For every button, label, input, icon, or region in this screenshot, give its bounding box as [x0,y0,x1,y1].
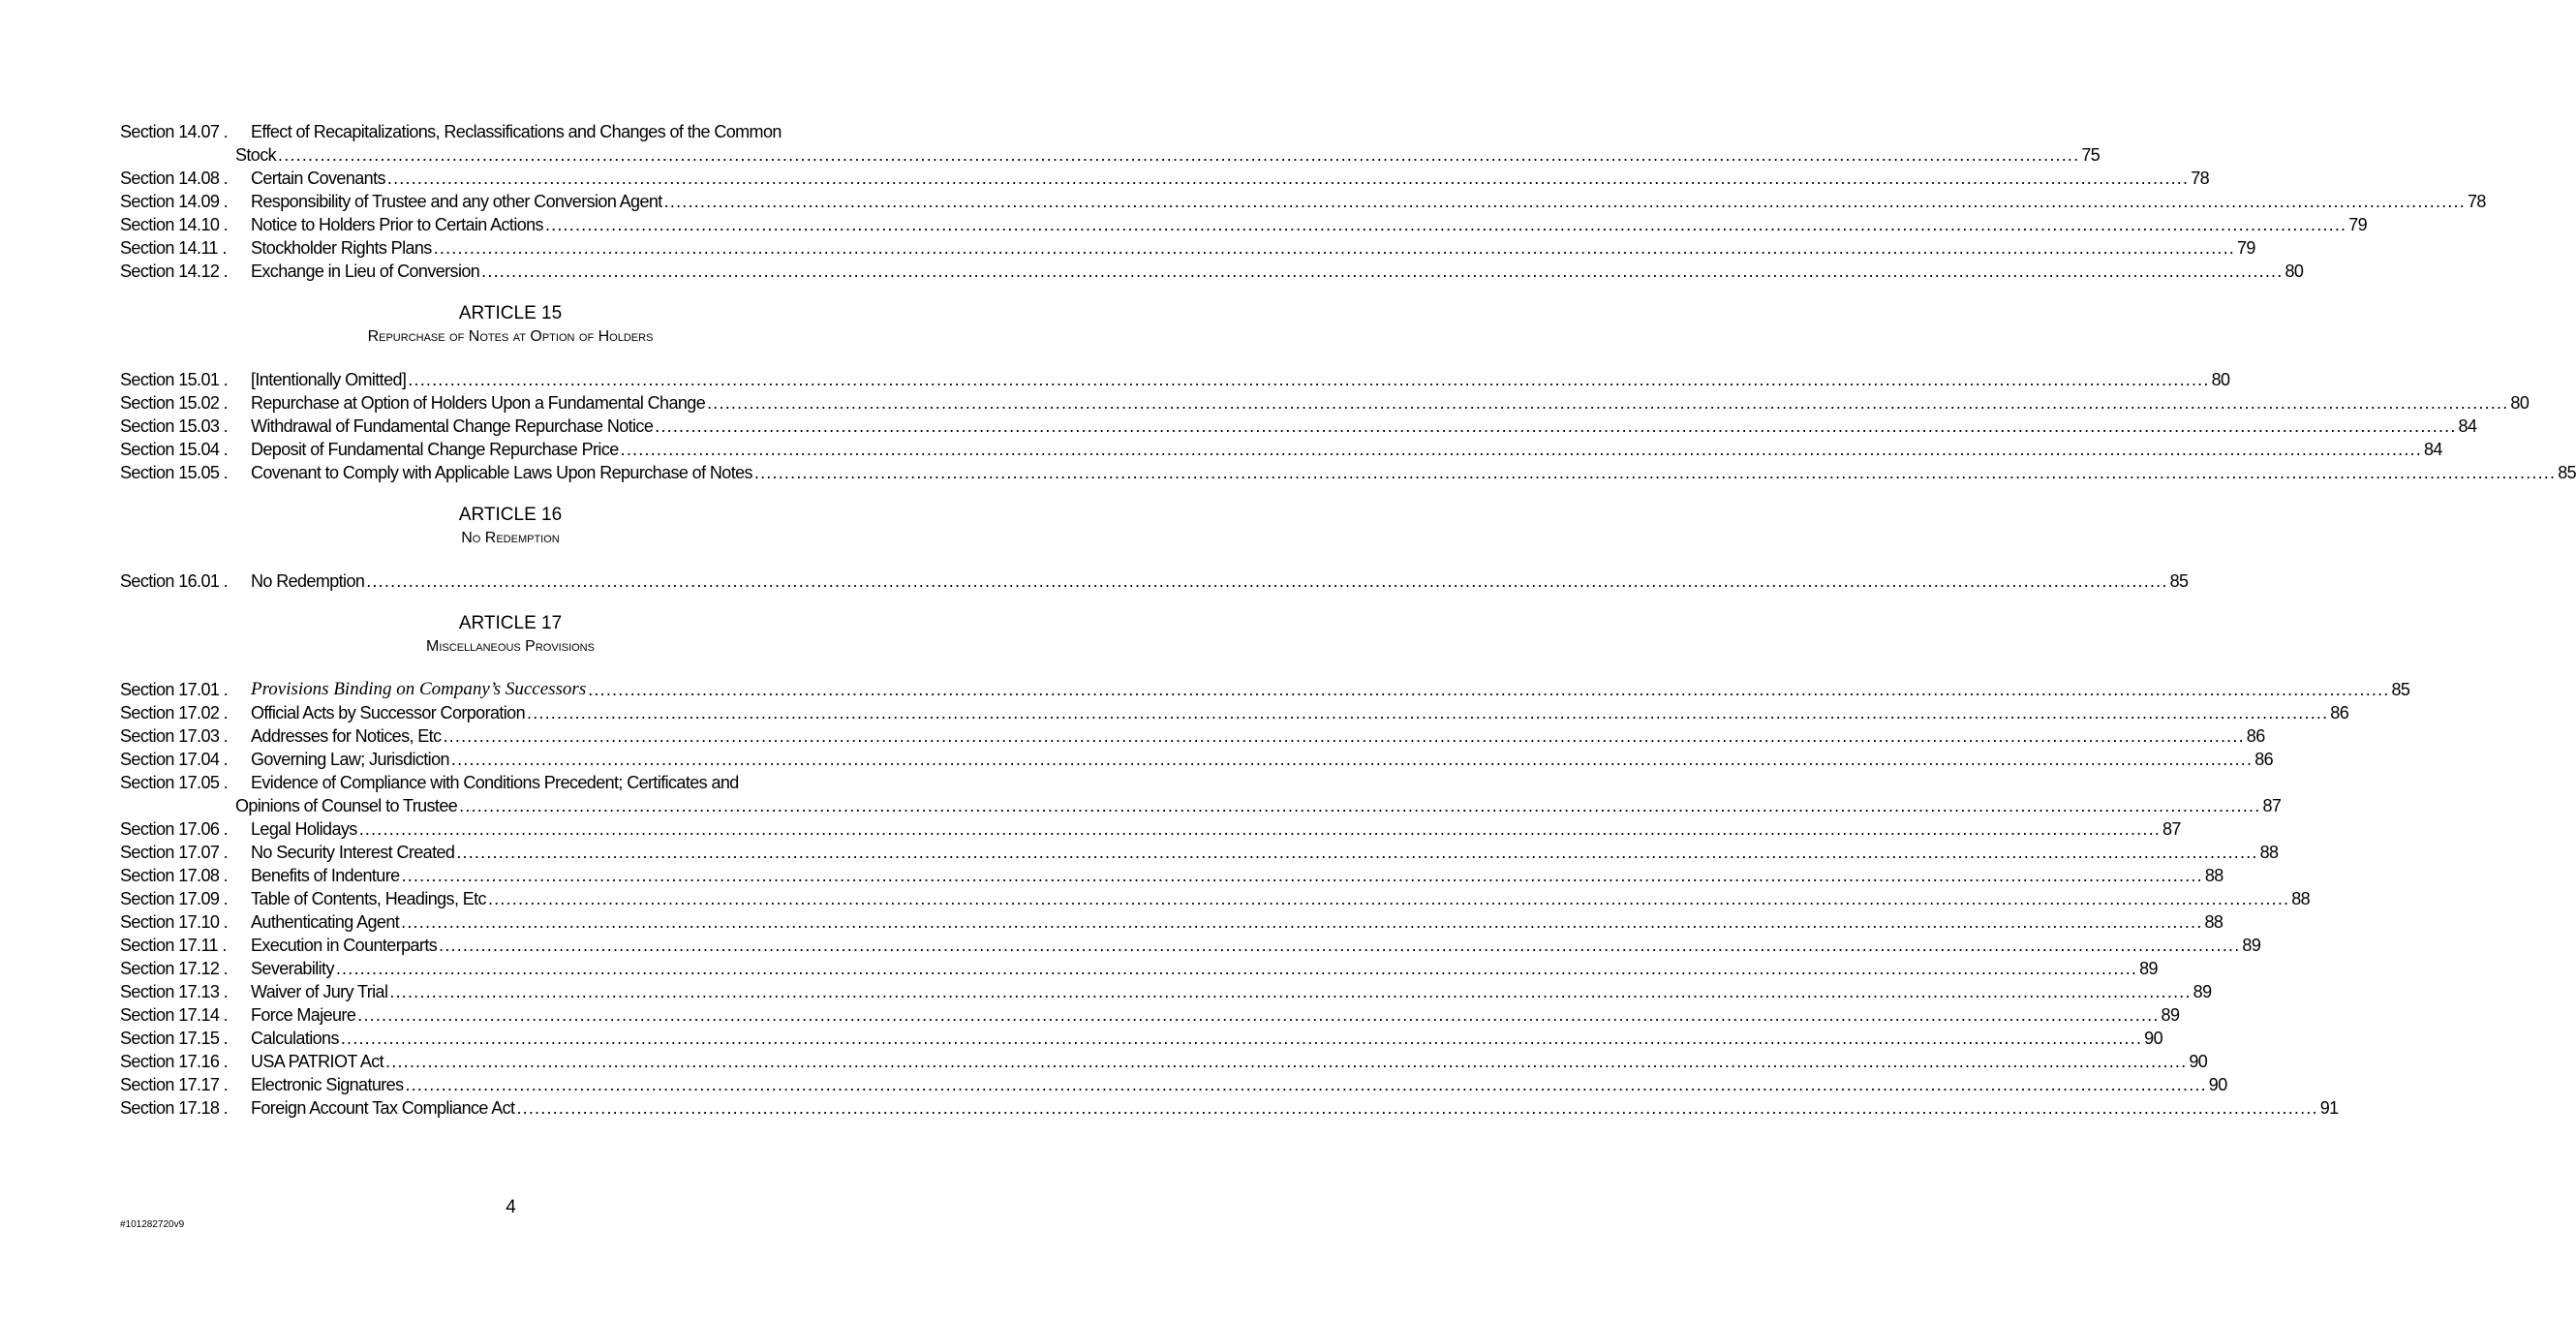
toc-entry[interactable] [120,957,2158,980]
toc-entry[interactable] [120,1096,2339,1120]
toc-entry[interactable] [120,569,2189,593]
dot-leader: ............................................................................................................................................................................................................................................................................................................ [278,145,2080,165]
section-title[interactable]: Repurchase at Option of Holders Upon a Fundamental Change [251,393,706,413]
toc-line [120,724,2265,748]
page-reference[interactable]: 80 [2285,261,2304,281]
dot-leader: ............................................................................................................................................................................................................................................................................................................ [456,843,2258,862]
toc-line [120,1050,2208,1073]
page-reference[interactable]: 78 [2467,192,2486,211]
dot-leader: ............................................................................................................................................................................................................................................................................................................ [544,215,2347,234]
dot-leader: ............................................................................................................................................................................................................................................................................................................ [655,416,2457,436]
toc-line [120,957,2158,980]
toc-line [120,1027,2162,1050]
section-title[interactable]: Severability [251,959,334,978]
toc-line [120,569,2189,593]
section-number: Section 17.13 . [120,982,229,1001]
toc-line [120,980,2212,1003]
article-heading [120,302,901,349]
section-number: Section 14.07 . [120,122,229,141]
toc-entry[interactable] [120,167,2210,190]
page-reference[interactable]: 85 [2169,571,2189,591]
section-title[interactable]: Stockholder Rights Plans [251,238,432,258]
toc-line [120,368,2230,391]
section-number: Section 17.11 . [120,936,227,955]
toc-line [120,236,2255,260]
dot-leader: ............................................................................................................................................................................................................................................................................................................ [443,726,2245,746]
toc-line [120,817,2181,841]
section-title[interactable]: USA PATRIOT Act [251,1052,384,1071]
toc-line [120,1003,2180,1027]
toc-line [120,461,2576,484]
dot-leader: ............................................................................................................................................................................................................................................................................................................ [663,192,2466,211]
toc-entry[interactable] [120,748,2274,771]
page-reference[interactable]: 87 [2162,819,2181,839]
dot-leader: ............................................................................................................................................................................................................................................................................................................ [401,866,2203,885]
toc-entry[interactable] [120,120,2101,167]
toc-entry[interactable] [120,910,2223,934]
page-reference[interactable]: 89 [2193,982,2212,1001]
dot-leader: ............................................................................................................................................................................................................................................................................................................ [753,463,2557,482]
section-number: Section 17.01 . [120,680,229,699]
toc-entry[interactable] [120,1003,2180,1027]
section-number: Section 14.12 . [120,261,229,281]
toc-entry[interactable] [120,260,2304,283]
section-title[interactable]: Governing Law; Jurisdiction [251,750,449,769]
section-number: Section 15.01 . [120,370,229,389]
section-title[interactable]: Benefits of Indenture [251,866,400,885]
page-reference[interactable]: 89 [2242,936,2261,955]
toc-line [120,864,2223,887]
dot-leader: ............................................................................................................................................................................................................................................................................................................ [487,889,2290,908]
section-number: Section 17.09 . [120,889,229,908]
section-title[interactable]: Provisions Binding on Company’s Successors [251,679,587,699]
toc-entry[interactable] [120,864,2223,887]
dot-leader: ............................................................................................................................................................................................................................................................................................................ [450,750,2254,769]
section-title[interactable]: Certain Covenants [251,169,385,188]
section-number: Section 16.01 . [120,571,229,591]
section-title[interactable]: Authenticating Agent [251,912,400,932]
page-reference[interactable]: 79 [2348,215,2368,234]
dot-leader: ............................................................................................................................................................................................................................................................................................................ [366,571,2168,591]
article-subtitle: Repurchase of Notes at Option of Holders [367,328,654,345]
section-title[interactable]: Official Acts by Successor Corporation [251,703,525,722]
section-title-continuation[interactable]: Opinions of Counsel to Trustee [235,796,458,815]
toc-line [120,701,2349,724]
dot-leader: ............................................................................................................................................................................................................................................................................................................ [516,1098,2318,1118]
section-number: Section 17.10 . [120,912,229,932]
toc-entry[interactable] [120,213,2368,236]
section-title[interactable]: Exchange in Lieu of Conversion [251,261,480,281]
dot-leader: ............................................................................................................................................................................................................................................................................................................ [357,1005,2160,1025]
section-number: Section 17.14 . [120,1005,229,1025]
section-number: Section 17.05 . [120,773,229,792]
section-title[interactable]: Execution in Counterparts [251,936,438,955]
page-reference[interactable]: 88 [2204,866,2223,885]
section-title[interactable]: No Security Interest Created [251,843,455,862]
dot-leader: ............................................................................................................................................................................................................................................................................................................ [459,796,2261,815]
section-title[interactable]: No Redemption [251,571,365,591]
table-of-contents [120,120,2576,1120]
toc-line [120,415,2477,438]
dot-leader: ............................................................................................................................................................................................................................................................................................................ [481,261,2284,281]
section-number: Section 17.08 . [120,866,229,885]
page-reference[interactable]: 90 [2189,1052,2208,1071]
article-number: ARTICLE 16 [458,505,563,525]
dot-leader: ............................................................................................................................................................................................................................................................................................................ [385,1052,2188,1071]
section-number: Section 15.05 . [120,463,229,482]
section-number: Section 15.03 . [120,416,229,436]
toc-entry[interactable] [120,190,2486,213]
toc-line [120,438,2442,461]
page-reference[interactable]: 88 [2204,912,2223,932]
page-reference[interactable]: 80 [2510,393,2530,413]
page-reference[interactable]: 88 [2291,889,2311,908]
toc-line-continuation [120,794,2282,817]
toc-line [120,1073,2227,1096]
section-title[interactable]: Foreign Account Tax Compliance Act [251,1098,515,1118]
section-number: Section 15.04 . [120,440,229,459]
page-reference[interactable]: 86 [2246,726,2265,746]
toc-line [120,391,2530,415]
section-number: Section 17.02 . [120,703,229,722]
page-reference[interactable]: 89 [2139,959,2158,978]
article-subtitle: Miscellaneous Provisions [426,638,595,655]
toc-line [120,910,2223,934]
section-number: Section 17.17 . [120,1075,229,1094]
toc-entry[interactable] [120,438,2442,461]
page-number: 4 [506,1197,516,1217]
section-number: Section 14.10 . [120,215,229,234]
section-number: Section 14.11 . [120,238,227,258]
page-reference[interactable]: 86 [2330,703,2349,722]
page-reference[interactable]: 87 [2262,796,2282,815]
toc-entry[interactable] [120,1027,2162,1050]
dot-leader: ............................................................................................................................................................................................................................................................................................................ [405,1075,2207,1094]
section-number: Section 14.09 . [120,192,229,211]
page-reference[interactable]: 84 [2458,416,2477,436]
section-title[interactable]: Evidence of Compliance with Conditions Precedent; Certificates and [251,773,739,792]
toc-entry[interactable] [120,1073,2227,1096]
section-number: Section 17.06 . [120,819,229,839]
dot-leader: ............................................................................................................................................................................................................................................................................................................ [439,936,2241,955]
section-number: Section 17.07 . [120,843,229,862]
dot-leader: ............................................................................................................................................................................................................................................................................................................ [620,440,2422,459]
section-title[interactable]: Table of Contents, Headings, Etc [251,889,486,908]
section-title[interactable]: Withdrawal of Fundamental Change Repurchase Notice [251,416,654,436]
page-reference[interactable]: 88 [2259,843,2279,862]
page-reference[interactable]: 86 [2254,750,2274,769]
article-number: ARTICLE 17 [458,613,563,633]
dot-leader: ............................................................................................................................................................................................................................................................................................................ [408,370,2210,389]
page-reference[interactable]: 80 [2211,370,2230,389]
toc-entry[interactable] [120,368,2230,391]
dot-leader: ............................................................................................................................................................................................................................................................................................................ [389,982,2192,1001]
page-reference[interactable]: 89 [2161,1005,2180,1025]
section-title[interactable]: Addresses for Notices, Etc [251,726,442,746]
dot-leader: ............................................................................................................................................................................................................................................................................................................ [433,238,2235,258]
section-title[interactable]: [Intentionally Omitted] [251,370,407,389]
section-title[interactable]: Deposit of Fundamental Change Repurchase Price [251,440,619,459]
toc-entry[interactable] [120,887,2311,910]
toc-entry[interactable] [120,841,2279,864]
article-subtitle: No Redemption [461,530,560,546]
toc-entry[interactable] [120,980,2212,1003]
document-id: #101282720v9 [120,1219,185,1230]
toc-entry[interactable] [120,817,2181,841]
dot-leader: ............................................................................................................................................................................................................................................................................................................ [386,169,2190,188]
toc-entry[interactable] [120,415,2477,438]
toc-entry[interactable] [120,391,2530,415]
toc-entry[interactable] [120,678,2410,701]
toc-line-continuation [120,143,2101,167]
page-reference[interactable]: 91 [2319,1098,2339,1118]
toc-line [120,771,901,794]
section-title[interactable]: Legal Holidays [251,819,357,839]
section-number: Section 17.04 . [120,750,229,769]
page-reference[interactable]: 90 [2144,1029,2162,1048]
toc-line [120,841,2279,864]
page-reference[interactable]: 90 [2208,1075,2227,1094]
toc-line [120,887,2311,910]
dot-leader: ............................................................................................................................................................................................................................................................................................................ [401,912,2203,932]
page-reference[interactable]: 84 [2423,440,2442,459]
dot-leader: ............................................................................................................................................................................................................................................................................................................ [588,680,2390,699]
section-number: Section 17.03 . [120,726,229,746]
section-title[interactable]: Waiver of Jury Trial [251,982,388,1001]
toc-entry[interactable] [120,1050,2208,1073]
toc-line [120,260,2304,283]
dot-leader: ............................................................................................................................................................................................................................................................................................................ [527,703,2329,722]
section-number: Section 14.08 . [120,169,229,188]
article-heading [120,504,901,550]
page-reference[interactable]: 78 [2191,169,2210,188]
toc-line [120,120,901,143]
toc-line [120,678,2410,701]
section-title[interactable]: Calculations [251,1029,339,1048]
section-number: Section 17.16 . [120,1052,229,1071]
dot-leader: ............................................................................................................................................................................................................................................................................................................ [335,959,2138,978]
dot-leader: ............................................................................................................................................................................................................................................................................................................ [340,1029,2143,1048]
page-reference[interactable]: 75 [2081,145,2101,165]
article-number: ARTICLE 15 [458,303,563,323]
toc-line [120,934,2261,957]
section-title[interactable]: Responsibility of Trustee and any other Conversion Agent [251,192,662,211]
toc-line [120,167,2210,190]
dot-leader: ............................................................................................................................................................................................................................................................................................................ [358,819,2161,839]
toc-line [120,748,2274,771]
dot-leader: ............................................................................................................................................................................................................................................................................................................ [707,393,2509,413]
article-heading [120,612,901,659]
toc-entry[interactable] [120,934,2261,957]
section-number: Section 17.15 . [120,1029,229,1048]
section-title[interactable]: Covenant to Comply with Applicable Laws Upon Repurchase of Notes [251,463,752,482]
toc-line [120,190,2486,213]
section-number: Section 17.12 . [120,959,229,978]
toc-entry[interactable] [120,461,2576,484]
section-number: Section 17.18 . [120,1098,229,1118]
toc-line [120,1096,2339,1120]
toc-entry[interactable] [120,771,2282,817]
section-title[interactable]: Notice to Holders Prior to Certain Actions [251,215,543,234]
page-reference[interactable]: 85 [2391,680,2410,699]
section-title-continuation[interactable]: Stock [235,145,277,165]
toc-entry[interactable] [120,701,2349,724]
toc-entry[interactable] [120,236,2255,260]
section-title[interactable]: Electronic Signatures [251,1075,404,1094]
section-number: Section 15.02 . [120,393,229,413]
page-reference[interactable]: 79 [2237,238,2255,258]
section-title[interactable]: Effect of Recapitalizations, Reclassifications and Changes of the Common [251,122,782,141]
toc-entry[interactable] [120,724,2265,748]
section-title[interactable]: Force Majeure [251,1005,356,1025]
page-reference[interactable]: 85 [2558,463,2576,482]
toc-line [120,213,2368,236]
